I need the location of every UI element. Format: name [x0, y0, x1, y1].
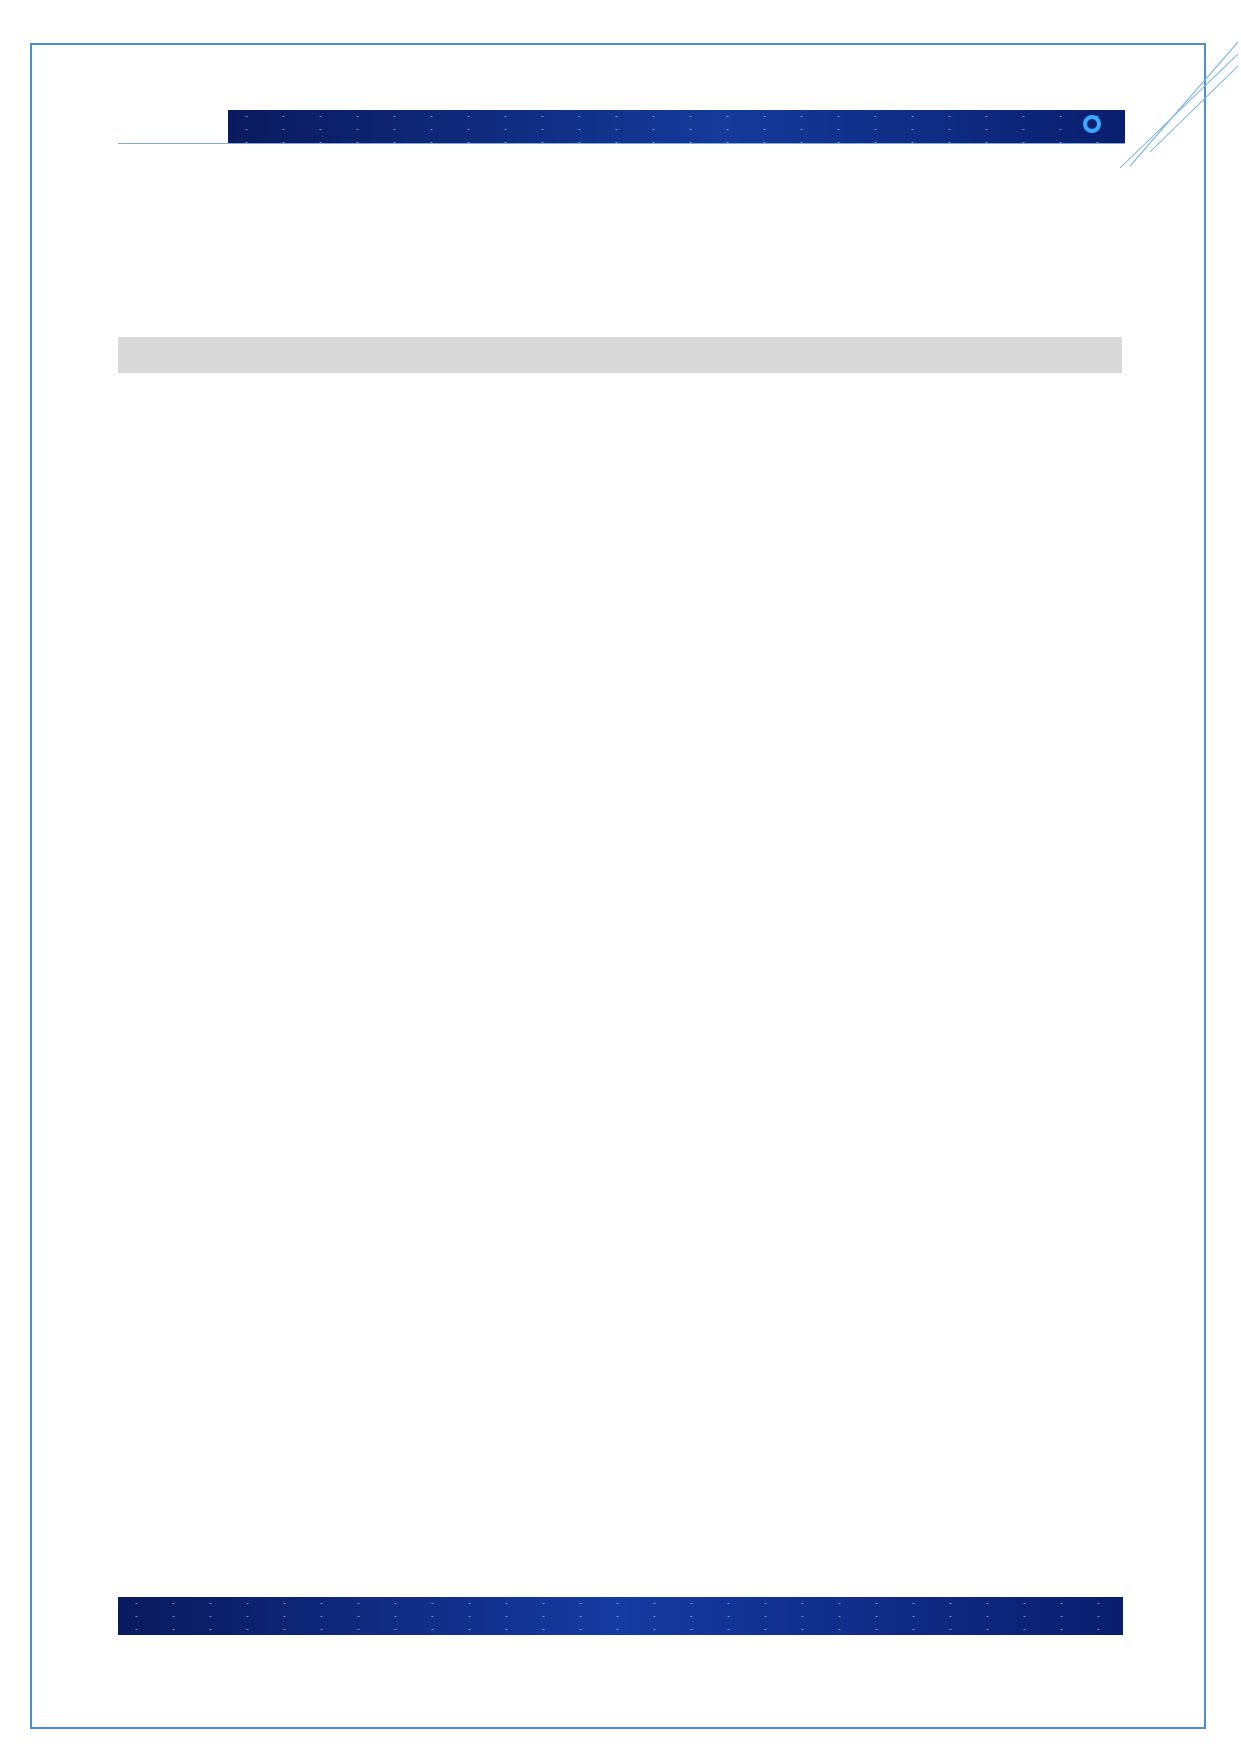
company-logo — [1083, 115, 1107, 133]
logo-circle-icon — [1083, 115, 1101, 133]
brand-mark — [118, 87, 213, 131]
corner-decoration — [1110, 40, 1240, 180]
header-banner — [228, 110, 1125, 144]
category-tab-bar — [118, 337, 1122, 373]
footer-banner — [118, 1597, 1123, 1635]
page-frame — [30, 43, 1206, 1729]
header-rule — [118, 143, 1125, 144]
